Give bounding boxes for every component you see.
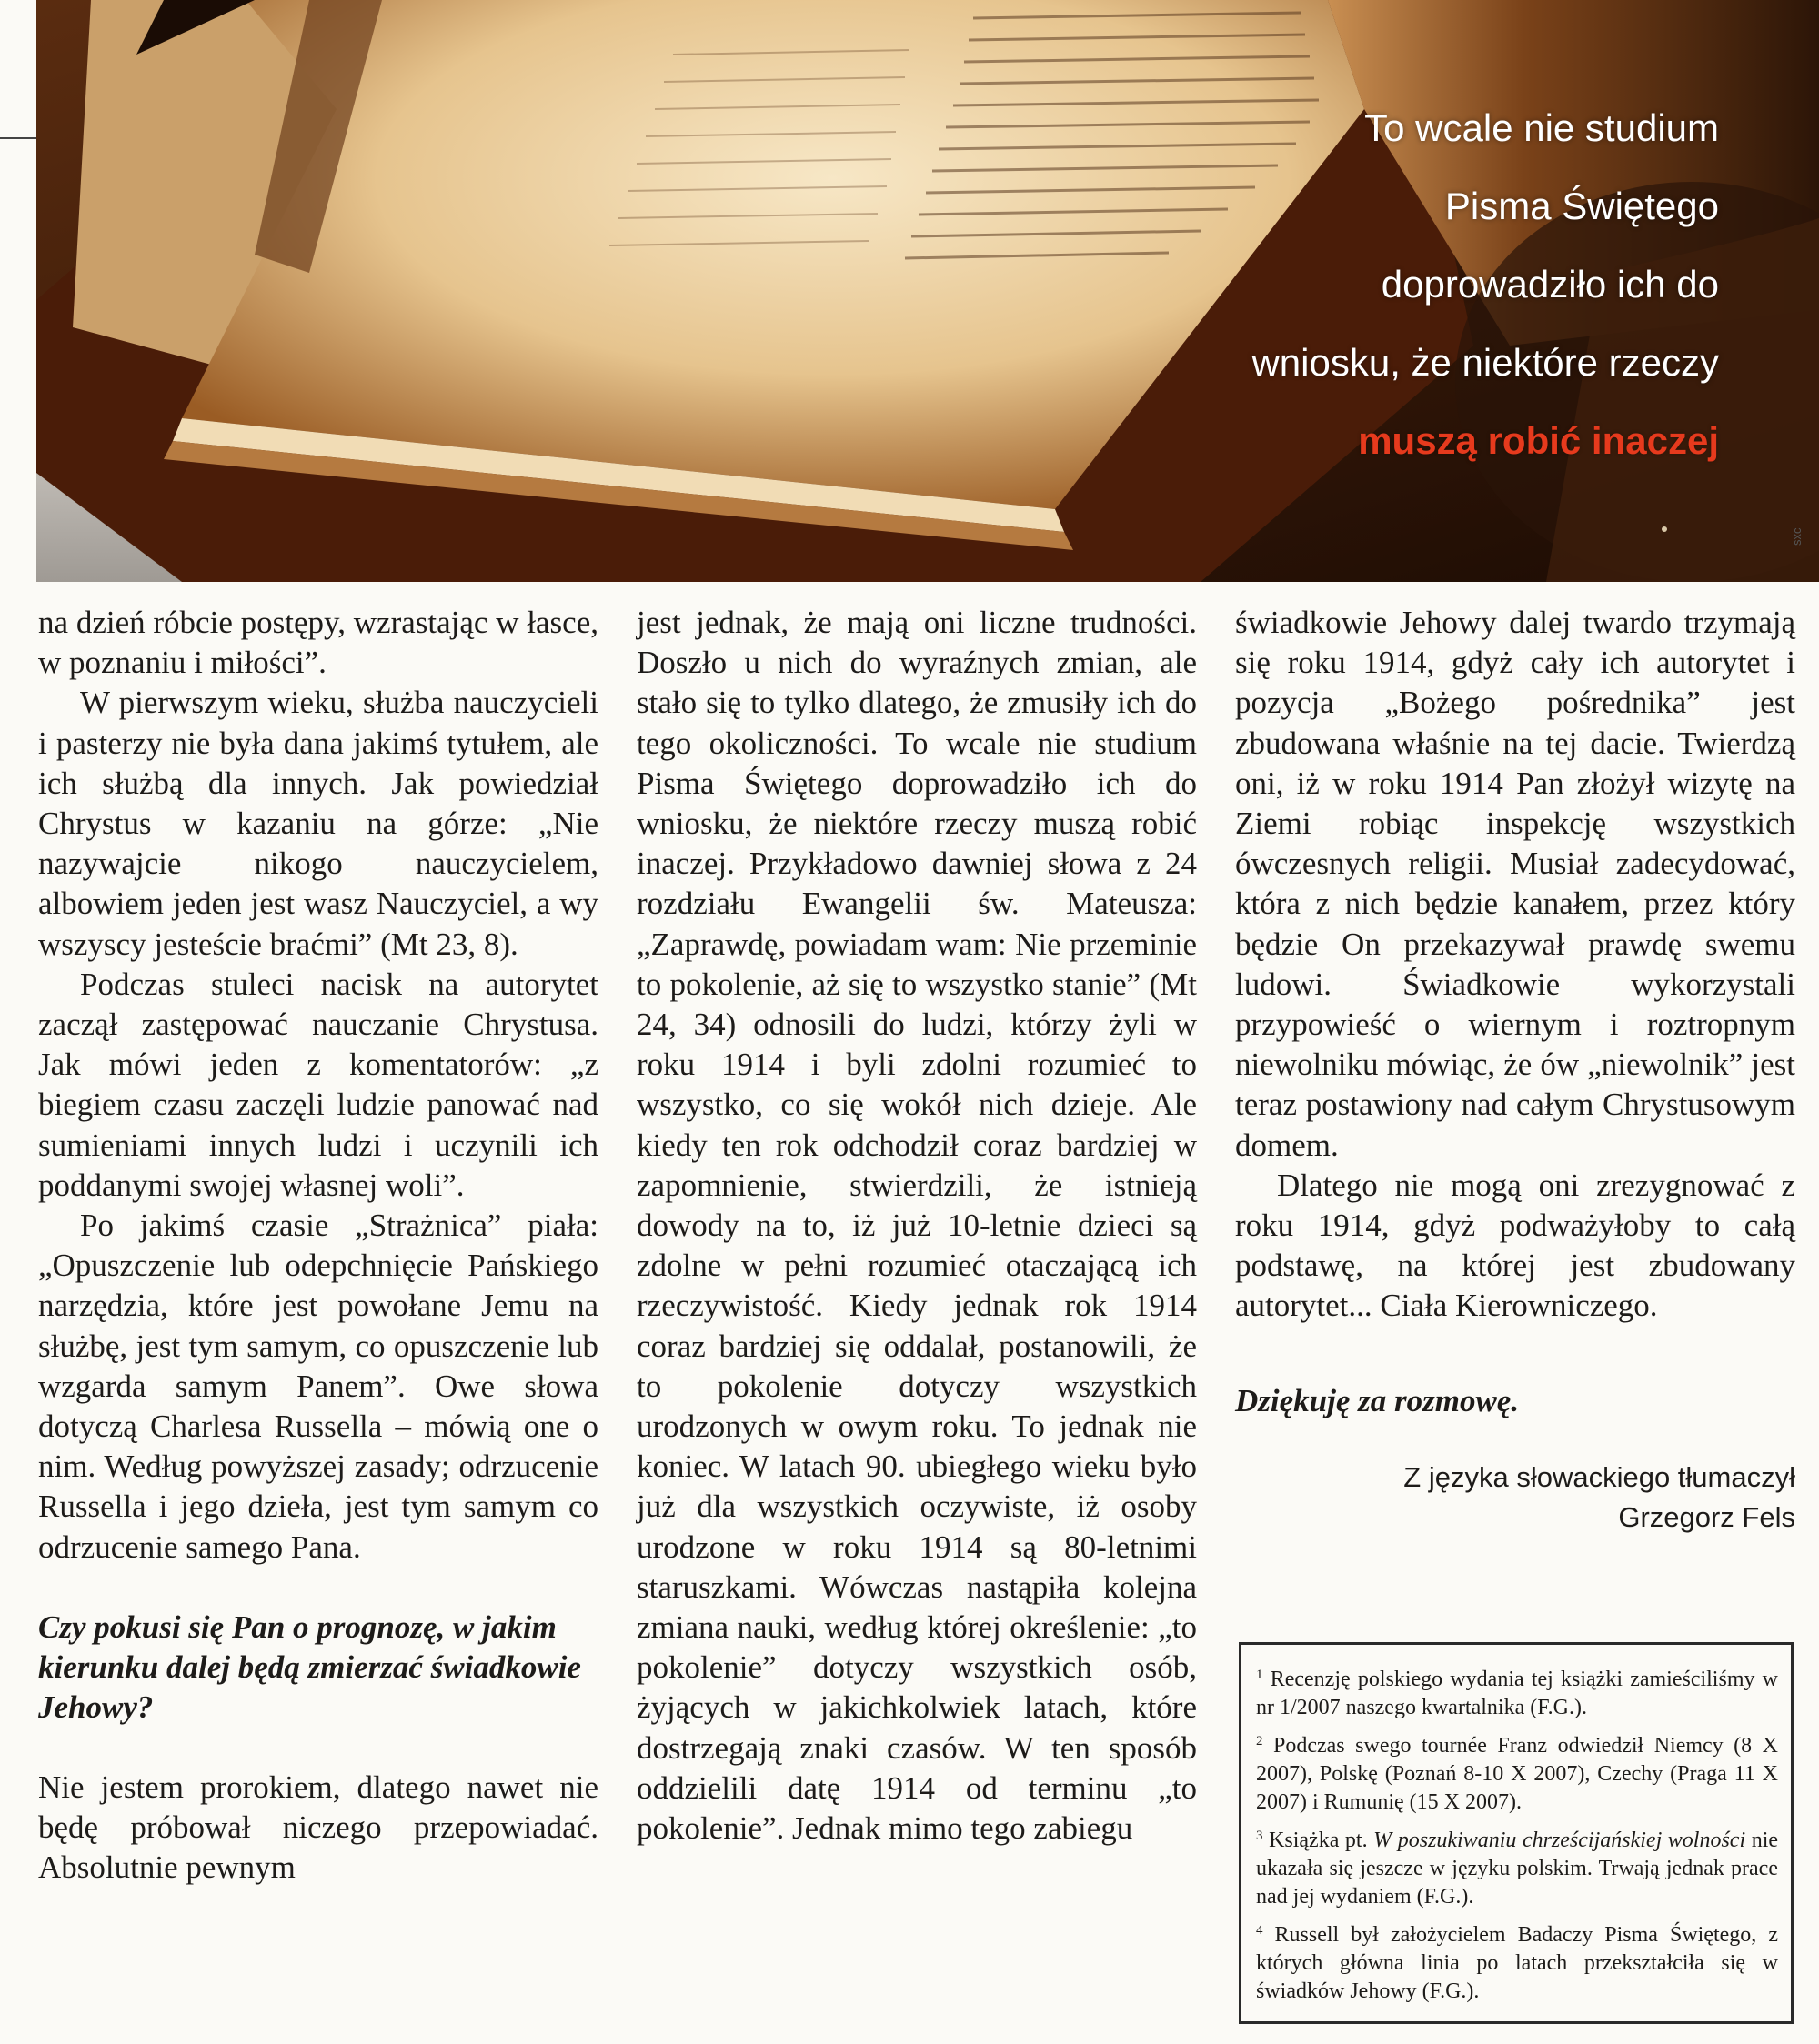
paragraph: jest jednak, że mają oni liczne trudności. Doszło u nich do wyraźnych zmian, ale stało się to tylko dlatego, że zmusiły ich do tego okoliczności. To wcale nie studium Pisma Świętego doprowadziło ich do wniosku, że niektóre rzeczy muszą robić inaczej. Przykładowo dawniej słowa z 24 rozdziału Ewangelii św. Mateusza: „Zaprawdę, powiadam wam: Nie przeminie to pokolenie, aż się to wszystko stanie” (Mt 24, 34) odnosili do ludzi, którzy żyli w roku 1914 i byli zdolni rozumieć to wszystko, co się wokół nich dzieje. Ale kiedy ten rok odchodził coraz bardziej w zapomnienie, stwierdzili, że istnieją dowody na to, iż już 10-letnie dzieci są zdolne w pełni rozumieć otaczającą ich rzeczywistość. Kiedy jednak rok 1914 coraz bardziej się oddalał, postanowili, że to pokolenie dotyczy wszystkich urodzonych w owym roku. To jednak nie koniec. W latach 90. ubiegłego wieku było już dla wszystkich oczywiste, iż osoby urodzone w roku 1914 są 80-letnimi staruszkami. Wówczas nastąpiła kolejna zmiana nauki, według której określenie: „to pokolenie” dotyczy wszystkich osób, żyjących w jakichkolwiek latach, które dostrzegają znaki czasów. W ten sposób oddzielili datę 1914 od terminu „to pokolenie”. Jednak mimo tego zabiegu [637, 605, 1197, 1847]
footnote-number: 3 [1256, 1829, 1263, 1843]
footnote-text: nie ukazała się jeszcze w języku polskim. Trwają jednak prace nad jej wydaniem (F.G.). [1256, 1829, 1779, 1909]
footnote-number: 1 [1256, 1668, 1263, 1682]
header-rule-left [0, 137, 36, 139]
pull-quote-line: To wcale nie studium [1364, 106, 1719, 149]
footnote [1256, 1661, 1778, 1722]
photo-credit: sxc [1790, 527, 1804, 546]
footnote-book-title: W poszukiwaniu chrześcijańskiej wolności [1373, 1829, 1746, 1852]
paragraph: Dlatego nie mogą oni zrezygnować z roku 1914, gdyż podważyłoby to całą podstawę, na której jest zbudowany autorytet... Ciała Kierowniczego. [1235, 1167, 1795, 1324]
paragraph: świadkowie Jehowy dalej twardo trzymają się roku 1914, gdyż cały ich autorytet i pozycja „Bożego pośrednika” jest zbudowana właśnie na tej dacie. Twierdzą oni, iż w roku 1914 Pan złożył wizytę na Ziemi robiąc inspekcję wszystkich ówczesnych religii. Musiał zadecydować, która z nich będzie kanałem, przez który będzie On przekazywał prawdę swemu ludowi. Świadkowie wykorzystali przypowieść o wiernym i roztropnym niewolniku mówiąc, że ów „niewolnik” jest teraz postawiony nad całym Chrystusowym domem. [1235, 605, 1795, 1163]
pull-quote-line: doprowadziło ich do [1381, 263, 1719, 306]
translator-line: Z języka słowackiego tłumaczył [1403, 1460, 1795, 1493]
footnotes-box [1239, 1642, 1794, 2024]
text-column-2 [637, 603, 1197, 1849]
footnote-text: Russell był założycielem Badaczy Pisma Świętego, z których główna linia po latach przekształciła się w świadków Jehowy (F.G.). [1256, 1923, 1778, 2003]
paragraph: Po jakimś czasie „Strażnica” piała: „Opuszczenie lub odepchnięcie Pańskiego narzędzia, które jest powołane Jemu na służbę, jest tym samym, co opuszczenie lub wzgarda samym Panem”. Owe słowa dotyczą Charlesa Russella – mówią one o nim. Według powyższej zasady; odrzucenie Russella i jego dzieła, jest tym samym co odrzucenie samego Pana. [38, 1207, 598, 1565]
translator-credit [1235, 1458, 1795, 1538]
hero-photo-open-bible [36, 0, 1819, 582]
footnote [1256, 1728, 1778, 1817]
paragraph: Nie jestem prorokiem, dlatego nawet nie będę próbował niczego przepowiadać. Absolutnie pewnym [38, 1768, 598, 1886]
text-column-1 [38, 603, 598, 1888]
paragraph: Podczas stuleci nacisk na autorytet zaczął zastępować nauczanie Chrystusa. Jak mówi jeden z komentatorów: „z biegiem czasu zaczęli ludzie panować nad sumieniami innych ludzi i uczynili ich poddanymi swojej własnej woli”. [38, 966, 598, 1203]
pull-quote-line: Pisma Świętego [1444, 185, 1719, 227]
interview-question: Czy pokusi się Pan o prognozę, w jakim kierunku dalej będą zmierzać świadkowie Jehowy? [38, 1608, 581, 1725]
footnote-text: Recenzję polskiego wydania tej książki zamieściliśmy w nr 1/2007 naszego kwartalnika (F.G.). [1256, 1668, 1779, 1719]
footnote [1256, 1917, 1778, 2006]
footnote-text: Książka pt. [1269, 1829, 1374, 1852]
footnote [1256, 1822, 1778, 1911]
footnote-text: Podczas swego tournée Franz odwiedził Niemcy (8 X 2007), Polskę (Poznań 8-10 X 2007), Czechy (Praga 11 X 2007) i Rumunię (15 X 2007). [1256, 1734, 1779, 1814]
pull-quote-line: wniosku, że niektóre rzeczy [1251, 341, 1719, 384]
footnote-number: 2 [1256, 1734, 1263, 1748]
footnote-number: 4 [1256, 1923, 1263, 1938]
closing-thanks: Dziękuję za rozmowę. [1235, 1382, 1520, 1418]
text-column-3 [1235, 603, 1795, 1538]
paragraph: W pierwszym wieku, służba nauczycieli i pasterzy nie była dana jakimś tytułem, ale ich służbą dla innych. Jak powiedział Chrystus w kazaniu na górze: „Nie nazywajcie nikogo nauczycielem, albowiem jeden jest wasz Nauczyciel, a wy wszyscy jesteście braćmi” (Mt 23, 8). [38, 685, 598, 962]
paragraph: na dzień róbcie postępy, wzrastając w łasce, w poznaniu i miłości”. [38, 605, 598, 681]
pull-quote-highlight: muszą robić inaczej [1358, 419, 1719, 462]
translator-name: Grzegorz Fels [1618, 1500, 1795, 1533]
pull-quote [1137, 89, 1719, 480]
